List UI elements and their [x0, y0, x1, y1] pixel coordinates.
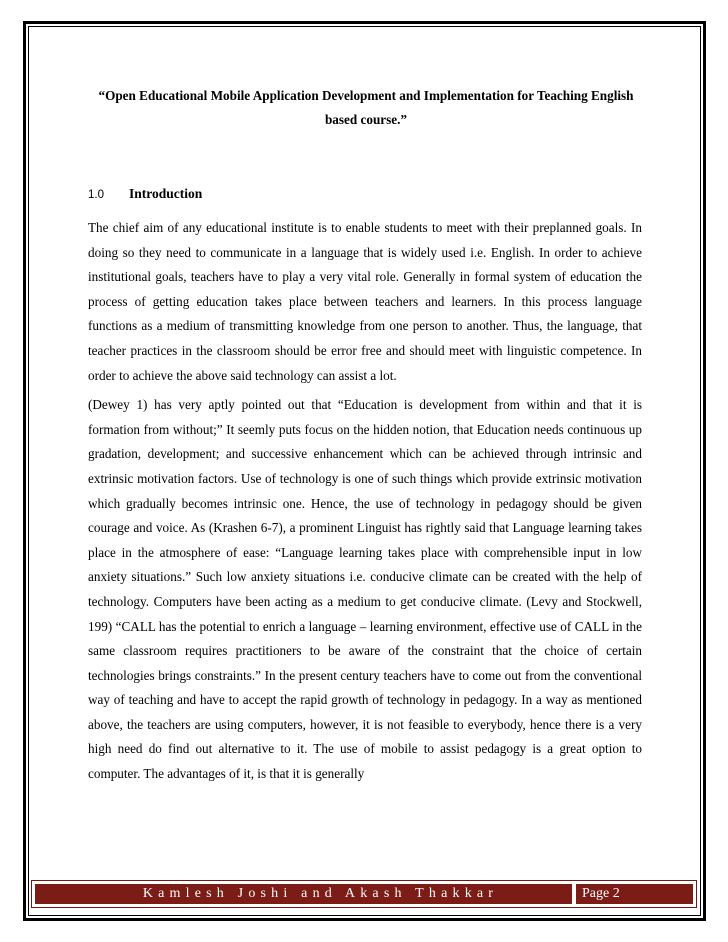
paragraph: (Dewey 1) has very aptly pointed out that “Education is development from within and that it is formation from without;” It seemly puts focus on the hidden notion, that Education needs continuous up gradation, development; and successive enhancement which can be achieved through intrinsic and extrinsic motivation factors. Use of technology is one of such things which provide extrinsic motivation which gradually becomes intrinsic one. Hence, the use of technology in pedagogy should be given courage and voice. As (Krashen 6-7), a prominent Linguist has rightly said that Language learning takes place in the atmosphere of ease: “Language learning takes place with comprehensible input in low anxiety situations.” Such low anxiety situations i.e. conducive climate can be created with the help of technology. Computers have been acting as a medium to get conducive climate. (Levy and Stockwell, 199) “CALL has the potential to enrich a language – learning environment, effective use of CALL in the same classroom requires practitioners to be aware of the constraint that the choice of certain technologies brings constraints.” In the present century teachers have to come out from the conventional way of teaching and have to accept the rapid growth of technology in pedagogy. In a way as mentioned above, the teachers are using computers, however, it is not feasible to everybody, hence there is a very high need do find out alternative to it. The use of mobile to assist pedagogy is a great option to computer. The advantages of it, is that it is generally	[88, 397, 642, 782]
page-number: Page 2	[582, 886, 620, 901]
footer-authors: Kamlesh Joshi and Akash Thakkar	[142, 886, 499, 901]
section-number: 1.0	[88, 189, 104, 201]
section-title: Introduction	[129, 186, 203, 201]
section-heading	[88, 185, 202, 203]
footer-authors-box	[35, 884, 572, 904]
paragraph: The chief aim of any educational institute is to enable students to meet with their preplanned goals. In doing so they need to communicate in a language that is widely used i.e. English. In order to achieve institutional goals, teachers have to play a very vital role. Generally in formal system of education the process of getting education takes place between teachers and learners. In this process language functions as a medium of transmitting knowledge from one person to another. Thus, the language, that teacher practices in the classroom should be error free and should meet with linguistic competence. In order to achieve the above said technology can assist a lot.	[88, 220, 642, 383]
page-footer	[31, 880, 697, 908]
footer-page-box	[576, 884, 693, 904]
body-text	[88, 216, 642, 792]
document-title: “Open Educational Mobile Application Development and Implementation for Teaching English based course.”	[98, 88, 634, 127]
